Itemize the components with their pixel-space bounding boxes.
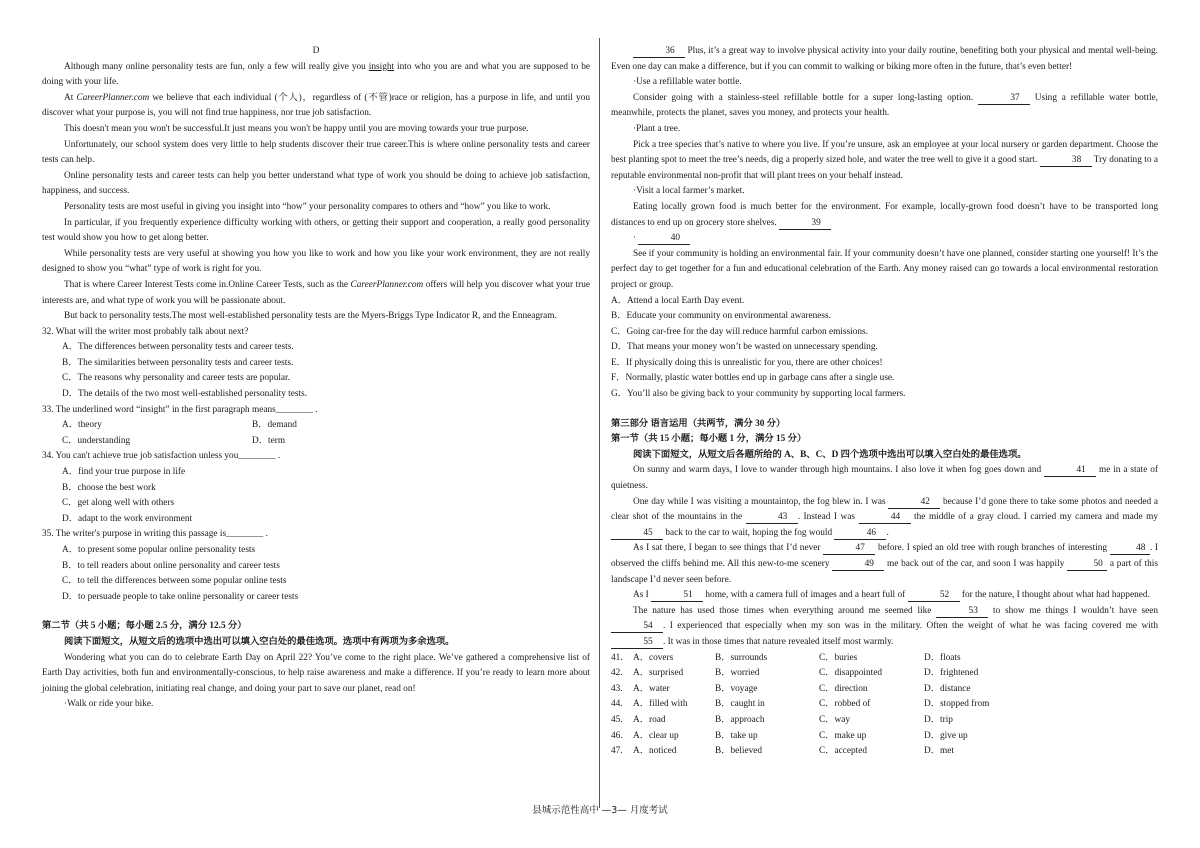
answer-row-42: 42. A．surprised B．worried C．disappointed D．frightened [611,668,979,679]
option-32d: D．The details of the two most well-established personality tests. [62,389,308,400]
option-35d: D．to persuade people to take online personality or career tests [62,591,299,602]
paragraph-4: Unfortunately, our school system does very little to help students discover their true career.This is where online personality tests and career tests can help. [42,139,590,166]
options-33-row2 [42,434,590,450]
choice-e: E．If physically doing this is unrealistic for you, there are other choices! [611,357,883,368]
paragraph-1: Although many online personality tests are fun, only a few will really give you insight into who you are and what you are supposed to be doing with your life. [42,61,590,88]
blank-43: 43 [746,511,798,524]
cloze-paragraph-1: On sunny and warm days, I love to wander through high mountains. I also love it when fog goes down and 41 me in a state of quietness. [611,465,1158,492]
blank-41: 41 [1044,464,1096,477]
option-35b: B．to tell readers about online personality and career tests [62,560,280,571]
heading-water-bottle: ·Use a refillable water bottle. [633,77,742,88]
options-33-row1 [42,418,590,434]
paragraph-9: That is where Career Interest Tests come in.Online Career Tests, such as the CareerPlanner.com offers will help you discover what your true interests are, and what type of work you will be passionate about. [42,279,590,306]
choice-d: D．That means your money won’t be wasted on unnecessary spending. [611,342,878,353]
blank-45: 45 [611,527,663,540]
option-34d: D．adapt to the work environment [62,513,193,524]
blank-42: 42 [888,496,940,509]
gap-paragraph-37: Consider going with a stainless-steel refillable bottle for a super long-lasting option. 37 Using a refillable water bottle, meanwhile, protects the planet, saves you money, and protects your health. [611,92,1158,119]
choice-f: F．Normally, plastic water bottles end up in garbage cans after a single use. [611,373,895,384]
option-33a: A．theory [62,420,102,431]
option-35c: C．to tell the differences between some popular online tests [62,576,287,587]
question-35: 35. The writer's purpose in writing this passage is________ . [42,529,268,540]
blank-47: 47 [823,542,875,555]
section-2-heading-walk: ·Walk or ride your bike. [64,699,154,710]
gap-paragraph-36: 36 Plus, it’s a great way to involve physical activity into your daily routine, benefiting both your physical and mental well-being. Even one day can make a difference, but if you can commit to walking or biking more often in the future, that’s even better! [611,46,1158,72]
question-32: 32. What will the writer most probably talk about next? [42,326,249,337]
gap-paragraph-38: Pick a tree species that’s native to where you live. If you’re unsure, ask an employee at your local nursery or garden department. Choose the best planting spot to meet the tree’s needs, dig a properly sized hole, and water the tree well to give it a good start. 38 Try donating to a reputable environmental non-profit that will plant trees on your behalf instead. [611,139,1158,181]
choice-a: A．Attend a local Earth Day event. [611,295,745,306]
paragraph-10: But back to personality tests.The most well-established personality tests are the Myers-Briggs Type Indicator R, and the Enneagram. [64,311,557,322]
option-32a: A．The differences between personality tests and career tests. [62,342,294,353]
paragraph-7: In particular, if you frequently experience difficulty working with others, or getting their support and cooperation, a really good personality test would show you how to get along better. [42,217,590,244]
part-3-title: 第三部分 语言运用（共两节，满分 30 分） [611,418,786,429]
passage-heading: D [312,46,320,56]
blank-38: 38 [1040,154,1092,167]
cloze-paragraph-5: The nature has used those times when everything around me seemed like 53 to show me things I wouldn’t have seen 54 . I experienced that especially when my son was in the military. Often the weight of what he was facing covered me with 55 . It was in those times that nature revealed itself most warmly. [611,604,1158,651]
column-divider [599,38,600,808]
section-2-title: 第二节（共 5 小题；每小题 2.5 分，满分 12.5 分） [42,621,247,632]
answer-row-44: 44. A．filled with B．caught in C．robbed of D．stopped from [611,699,990,710]
choice-b: B．Educate your community on environmental awareness. [611,311,831,322]
paragraph-5: Online personality tests and career tests can help you better understand what type of work you should be doing to achieve job satisfaction, happiness, and success. [42,170,590,197]
option-33b: B．demand [252,420,297,431]
gap-paragraph-40: See if your community is holding an environmental fair. If your community doesn’t have one planned, consider starting one yourself! It’s the perfect day to get together for a fun and educational celebration of the Earth. Any money raised can go towards a local environmental restoration project or group. [611,248,1158,290]
option-34c: C．get along well with others [62,498,175,509]
option-34a: A．find your true purpose in life [62,467,186,478]
option-34b: B．choose the best work [62,482,156,493]
question-33: 33. The underlined word “insight” in the first paragraph means________ . [42,404,318,415]
cloze-paragraph-2: One day while I was visiting a mountaintop, the fog blew in. I was 42 because I’d gone there to take some photos and needed a clear shot of the mountains in the 43 . Instead I was 44 the middle of a gray cloud. I carried my camera and made my 45 back to the car to wait, hoping the fog would 46 . [611,496,1158,538]
heading-40: · 40 [611,231,1158,247]
blank-37: 37 [978,92,1030,105]
blank-50: 50 [1067,558,1107,571]
blank-52: 52 [908,589,960,602]
option-33d: D．term [252,435,286,446]
paragraph-6: Personality tests are most useful in giving you insight into “how” your personality compares to others and “how” you like to work. [64,201,551,212]
option-32b: B．The similarities between personality tests and career tests. [62,357,294,368]
heading-farmers-market: ·Visit a local farmer’s market. [633,186,745,197]
section-2-instructions: 阅读下面短文，从短文后的选项中选出可以填入空白处的最佳选项。选项中有两项为多余选项。 [64,636,455,647]
answer-row-46: 46. A．clear up B．take up C．make up D．give up [611,730,968,741]
blank-40: 40 [638,232,690,245]
blank-49: 49 [832,558,884,571]
blank-51: 51 [651,589,703,602]
choice-c: C．Going car-free for the day will reduce harmful carbon emissions. [611,326,868,337]
answer-row-47: 47. A．noticed B．believed C．accepted D．met [611,746,954,757]
page-footer: 县城示范性高中 —3— 月度考试 [532,805,668,816]
paragraph-3: This doesn't mean you won't be successful.It just means you won't be happy until you are moving towards your true purpose. [64,123,529,134]
paragraph-8: While personality tests are very useful at showing you how you like to work and how you like your work environment, they are not really designed to show you “what” type of work is right for you. [42,248,590,275]
cloze-paragraph-3: As I sat there, I began to see things that I’d never 47 before. I spied an old tree with rough branches of interesting 48 . I observed the cliffs behind me. All this new-to-me scenery 49 me back out of the car, and soon I was happily 50 a part of this landscape I’d never seen before. [611,543,1158,585]
answer-options-table [611,651,1158,760]
paragraph-2: At CareerPlanner.com we believe that each individual (个人)，regardless of (不管)race or religion, has a purpose in life, and until you discover what your purpose is, you will not find true happiness, nor true job satisfaction. [42,92,590,119]
gap-paragraph-39: Eating locally grown food is much better for the environment. For example, locally-grown food doesn’t have to be transported long distances to end up on grocery store shelves. 39 [611,201,1158,228]
section-1-title: 第一节（共 15 小题；每小题 1 分，满分 15 分） [611,434,807,445]
blank-39: 39 [779,217,831,230]
option-32c: C．The reasons why personality and career tests are popular. [62,373,290,384]
blank-46: 46 [834,527,886,540]
choice-g: G．You’ll also be giving back to your community by supporting local farmers. [611,389,906,400]
right-column [611,44,1158,760]
cloze-paragraph-4: As I 51 home, with a camera full of images and a heart full of 52 for the nature, I thought about what had happened. [633,590,1150,601]
answer-row-43: 43. A．water B．voyage C．direction D．distance [611,683,971,694]
blank-55: 55 [611,636,663,649]
answer-row-41: 41. A．covers B．surrounds C．buries D．floats [611,652,961,663]
heading-plant-tree: ·Plant a tree. [633,123,681,134]
option-33c: C．understanding [62,435,131,446]
blank-54: 54 [611,620,663,633]
blank-44: 44 [859,511,911,524]
underlined-word: insight [368,61,395,72]
option-35a: A．to present some popular online personality tests [62,545,256,555]
left-column [42,44,590,713]
blank-48: 48 [1110,542,1150,555]
blank-36: 36 [633,45,685,58]
blank-53: 53 [936,605,988,618]
section-2-intro: Wondering what you can do to celebrate Earth Day on April 22? You’ve come to the right place. We’ve gathered a comprehensive list of Earth Day activities, both fun and environmentally-conscious, to help raise awareness and make a difference. If you’re ready to learn more about joining the global celebration, initiating real change, and doing your part to save our planet, read on! [42,652,590,694]
question-34: 34. You can't achieve true job satisfaction unless you________ . [42,451,281,462]
section-1-instructions: 阅读下面短文，从短文后各题所给的 A、B、C、D 四个选项中选出可以填入空白处的最佳选项。 [633,449,1027,460]
answer-row-45: 45. A．road B．approach C．way D．trip [611,714,953,725]
